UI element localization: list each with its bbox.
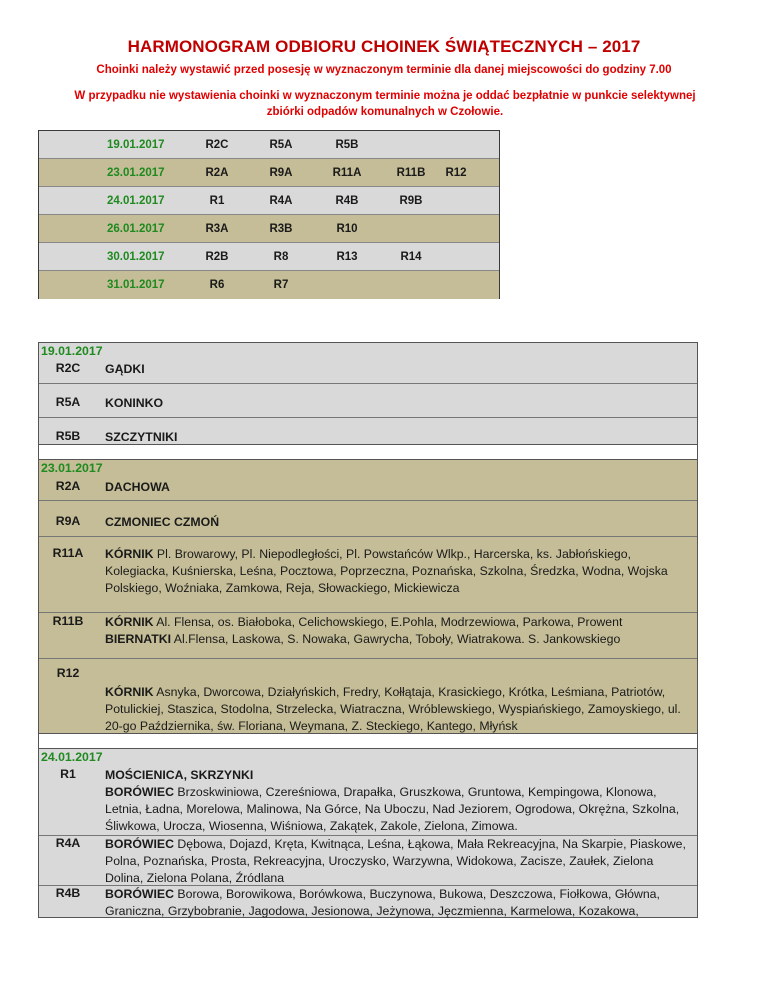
- row-divider: [39, 383, 697, 384]
- summary-date: 26.01.2017: [107, 223, 165, 235]
- route-text: MOŚCIENICA, SKRZYNKI BORÓWIEC Brzoskwiniowa, Czereśniowa, Drapałka, Gruszkowa, Gruntowa, Kempingowa, Klonowa, Letnia, Ładna, Morelowa, Malinowa, Na Górce, Na Uboczu, Nad Jeziorem, Ogrodowa, Okrężna, Szkolna, Śliwkowa, Urocza, Wiosenna, Wiśniowa, Zakątek, Zakole, Zielona, Zimowa.: [105, 768, 680, 833]
- summary-route: R2B: [205, 251, 229, 263]
- summary-route: R2C: [205, 139, 229, 151]
- route-text: BORÓWIEC Borowa, Borowikowa, Borówkowa, Buczynowa, Bukowa, Deszczowa, Fiołkowa, Główna, Graniczna, Grzybobranie, Jagodowa, Jesionowa, Jeżynowa, Jęczmienna, Karmelowa, Kozakowa,: [105, 887, 660, 918]
- route-text: CZMONIEC CZMOŃ: [105, 515, 220, 529]
- summary-row: [39, 159, 499, 187]
- route-text: KÓRNIK Asnyka, Dworcowa, Działyńskich, Fredry, Kołłątaja, Krasickiego, Krótka, Leśmiana, Patriotów, Potulickiej, Staszica, Stodolna, Strzelecka, Wiatraczna, Wróblewskiego, Wyspiańskiego, Zamoyskiego, ul. 20-go Października, św. Floriana, Weymana, Z. Steckiego, Kantego, Młyńsk: [105, 685, 681, 733]
- summary-route: R12: [445, 167, 467, 179]
- row-divider: [39, 536, 697, 537]
- block-date: 24.01.2017: [41, 750, 103, 764]
- summary-route: R2A: [205, 167, 229, 179]
- notice-alternative: W przypadku nie wystawienia choinki w wyznaczonym terminie można je oddać bezpłatnie w punkcie selektywnej zbiórki odpadów komunalnych w Czołowie.: [74, 90, 696, 118]
- schedule-block-24-01: [38, 748, 698, 918]
- row-divider: [39, 500, 697, 501]
- route-code: R4B: [55, 886, 81, 900]
- schedule-block-19-01: [38, 342, 698, 445]
- route-text: KONINKO: [105, 396, 164, 410]
- row-divider: [39, 417, 697, 418]
- summary-date: 19.01.2017: [107, 139, 165, 151]
- summary-row: [39, 243, 499, 271]
- route-code: R2A: [55, 479, 81, 493]
- summary-route: R6: [209, 279, 225, 291]
- summary-route: R9B: [399, 195, 423, 207]
- block-gap: [38, 734, 698, 748]
- summary-row: [39, 187, 499, 215]
- summary-route: R7: [273, 279, 289, 291]
- route-text: BORÓWIEC Dębowa, Dojazd, Kręta, Kwitnąca, Leśna, Łąkowa, Mała Rekreacyjna, Na Skarpie, Piaskowe, Polna, Poznańska, Prosta, Rekreacyjna, Uroczysko, Warzywna, Widokowa, Zacisze, Zaułek, Zielona Dolina, Zielona Polana, Źródlana: [105, 837, 686, 885]
- summary-date: 31.01.2017: [107, 279, 165, 291]
- summary-table: [38, 130, 500, 299]
- summary-route: R13: [336, 251, 358, 263]
- route-text: KÓRNIK Pl. Browarowy, Pl. Niepodległości, Pl. Powstańców Wlkp., Harcerska, ks. Jabłońskiego, Kolegiacka, Kuśnierska, Leśna, Pocztowa, Poprzeczna, Poznańska, Szkolna, Średzka, Wodna, Wojska Polskiego, Woźniaka, Zamkowa, Reja, Słowackiego, Mickiewicza: [105, 547, 668, 595]
- summary-route: R8: [273, 251, 289, 263]
- route-code: R2C: [55, 361, 81, 375]
- route-code: R11A: [52, 546, 84, 560]
- summary-date: 23.01.2017: [107, 167, 165, 179]
- route-code: R9A: [55, 514, 81, 528]
- summary-route: R5B: [335, 139, 359, 151]
- summary-row: [39, 131, 499, 159]
- summary-row: [39, 215, 499, 243]
- block-gap: [38, 445, 698, 459]
- schedule-block-23-01: [38, 459, 698, 734]
- summary-row: [39, 271, 499, 299]
- route-code: R12: [56, 666, 80, 680]
- summary-route: R9A: [269, 167, 293, 179]
- route-text: DACHOWA: [105, 480, 170, 494]
- summary-route: R1: [209, 195, 225, 207]
- route-code: R5B: [55, 429, 81, 443]
- block-date: 19.01.2017: [41, 344, 103, 358]
- page-title: HARMONOGRAM ODBIORU CHOINEK ŚWIĄTECZNYCH – 2017: [127, 37, 641, 56]
- route-code: R4A: [55, 836, 81, 850]
- summary-route: R5A: [269, 139, 293, 151]
- summary-route: R11B: [396, 167, 426, 179]
- route-code: R5A: [55, 395, 81, 409]
- summary-route: R11A: [332, 167, 362, 179]
- route-text: KÓRNIK Al. Flensa, os. Białoboka, Celichowskiego, E.Pohla, Modrzewiowa, Parkowa, Prowent BIERNATKI Al.Flensa, Laskowa, S. Nowaka, Gawrycha, Toboły, Wiatrakowa. S. Jankowskiego: [105, 615, 623, 646]
- summary-date: 30.01.2017: [107, 251, 165, 263]
- summary-route: R3B: [269, 223, 293, 235]
- summary-route: R4A: [269, 195, 293, 207]
- summary-route: R4B: [335, 195, 359, 207]
- route-code: R1: [60, 767, 76, 781]
- route-text: GĄDKI: [105, 362, 145, 376]
- block-date: 23.01.2017: [41, 461, 103, 475]
- row-divider: [39, 612, 697, 613]
- summary-route: R14: [400, 251, 422, 263]
- summary-route: R10: [336, 223, 358, 235]
- row-divider: [39, 658, 697, 659]
- route-text: SZCZYTNIKI: [105, 430, 178, 444]
- route-code: R11B: [52, 614, 84, 628]
- summary-route: R3A: [205, 223, 229, 235]
- notice-deadline: Choinki należy wystawić przed posesję w wyznaczonym terminie dla danej miejscowości do godziny 7.00: [96, 64, 672, 76]
- summary-date: 24.01.2017: [107, 195, 165, 207]
